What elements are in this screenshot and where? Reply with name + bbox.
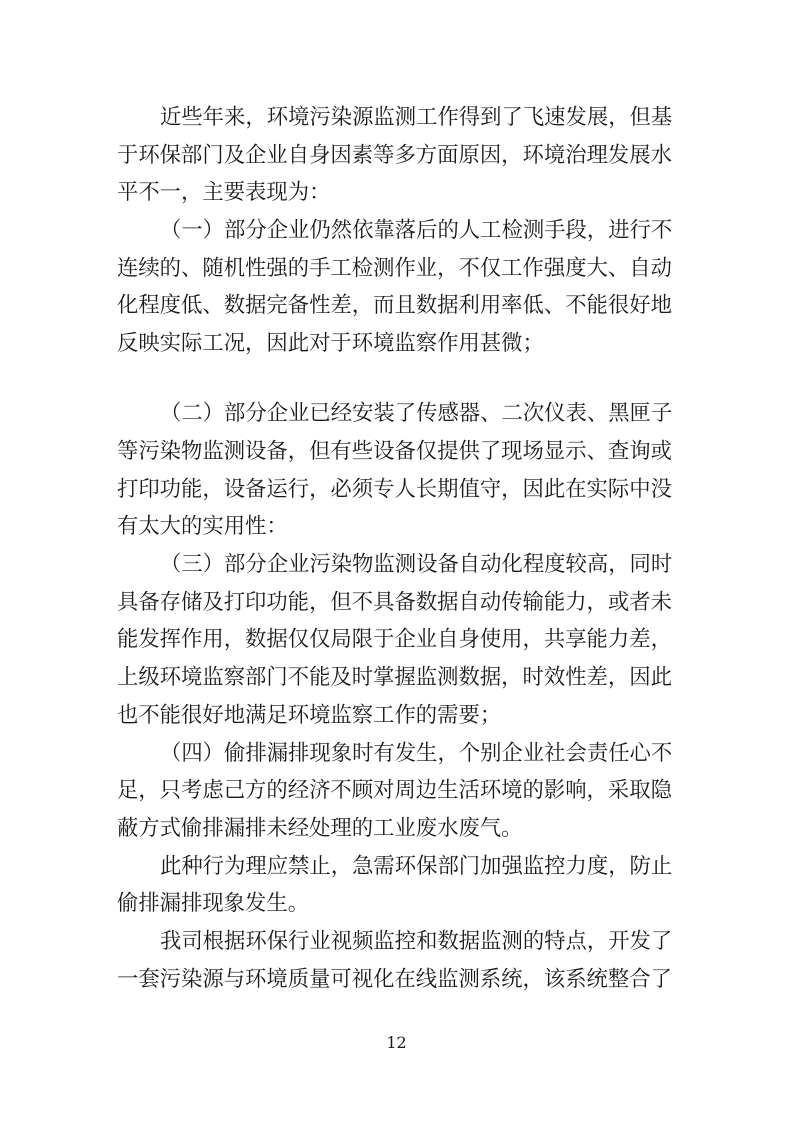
text-line: 化程度低、数据完备性差，而且数据利用率低、不能很好地 (117, 293, 672, 319)
text-line: 平不一，主要表现为： (117, 180, 331, 206)
text-line: 具备存储及打印功能，但不具备数据自动传输能力，或者未 (117, 589, 672, 615)
text-line: 此种行为理应禁止，急需环保部门加强监控力度，防止 (160, 853, 673, 879)
paragraph-system (117, 923, 683, 998)
text-line: 反映实际工况，因此对于环境监察作用甚微； (117, 331, 544, 357)
paragraph-item-2 (117, 395, 683, 546)
page-number: 12 (386, 1033, 407, 1052)
text-line: （一）部分企业仍然依靠落后的人工检测手段，进行不 (160, 218, 673, 244)
text-line: 偷排漏排现象发生。 (117, 891, 310, 917)
text-line: （二）部分企业已经安装了传感器、二次仪表、黑匣子 (160, 401, 673, 427)
body-text (117, 99, 683, 998)
text-line: 一套污染源与环境质量可视化在线监测系统，该系统整合了 (117, 966, 672, 992)
text-line: 足，只考虑己方的经济不顾对周边生活环境的影响，采取隐 (117, 778, 672, 804)
text-line: 等污染物监测设备，但有些设备仅提供了现场显示、查询或 (117, 439, 672, 464)
paragraph-item-3 (117, 546, 683, 734)
text-line: 我司根据环保行业视频监控和数据监测的特点，开发了 (160, 928, 673, 954)
paragraph-item-1 (117, 212, 683, 363)
text-line: 近些年来，环境污染源监测工作得到了飞速发展，但基 (160, 105, 673, 130)
text-line: 也不能很好地满足环境监察工作的需要； (117, 702, 502, 728)
text-line: 能发挥作用，数据仅仅局限于企业自身使用，共享能力差， (117, 627, 672, 653)
text-line: （四）偷排漏排现象时有发生，个别企业社会责任心不 (160, 740, 673, 766)
text-line: 蔽方式偷排漏排未经处理的工业废水废气。 (117, 815, 523, 841)
paragraph-prohibition (117, 848, 683, 923)
text-line: 打印功能，设备运行，必须专人长期值守，因此在实际中没 (117, 476, 672, 502)
paragraph-intro (117, 99, 683, 212)
text-line: 有太大的实用性： (117, 514, 288, 540)
text-line: 连续的、随机性强的手工检测作业，不仅工作强度大、自动 (117, 255, 672, 281)
paragraph-item-4 (117, 735, 683, 848)
blank-line (117, 363, 683, 396)
text-line: 上级环境监察部门不能及时掌握监测数据，时效性差，因此 (117, 665, 672, 691)
text-line: 于环保部门及企业自身因素等多方面原因，环境治理发展水 (117, 142, 672, 168)
text-line: （三）部分企业污染物监测设备自动化程度较高，同时 (160, 552, 673, 578)
